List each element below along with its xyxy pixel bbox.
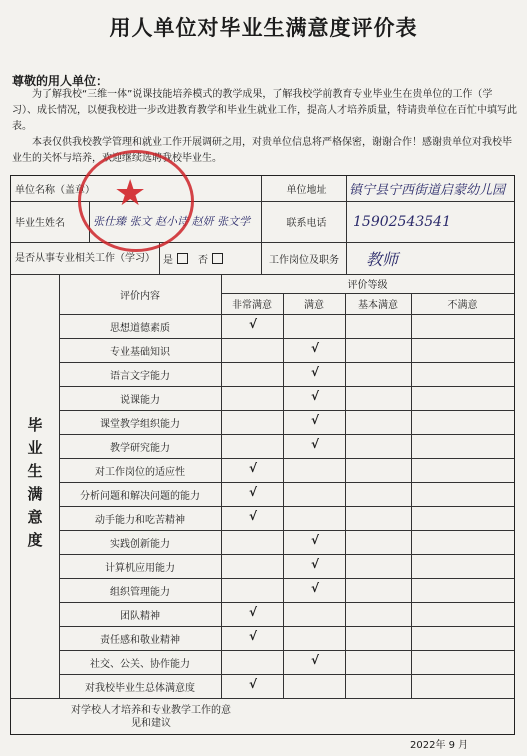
evaluation-item-label: 思想道德素质: [110, 322, 170, 334]
confidentiality-paragraph: [12, 135, 517, 167]
evaluation-item-label: 课堂教学组织能力: [100, 418, 180, 430]
job-field[interactable]: 教师: [366, 249, 399, 269]
phone-label: 联系电话: [286, 218, 327, 229]
job-label: 工作岗位及职务: [269, 254, 339, 266]
yes-checkbox[interactable]: [177, 253, 188, 264]
check-mark[interactable]: √: [249, 461, 258, 475]
evaluation-item-label: 责任感和敬业精神: [100, 634, 180, 646]
check-mark[interactable]: √: [249, 317, 258, 331]
graduate-name-label: 毕业生姓名: [15, 218, 65, 229]
intro-paragraph: [12, 87, 517, 135]
evaluation-form: [10, 175, 515, 735]
check-mark[interactable]: √: [311, 437, 320, 451]
intro-text: 为了解我校“三维一体”说课技能培养模式的教学成果，了解我校学前教育专业毕业生在贵单位的工作（学习）、成长情况，以便我校进一步改进教育教学和毕业生就业工作，提高人才培养质量，特请贵单位在百忙中填写此表。: [12, 89, 517, 132]
level-very-satisfied: 非常满意: [232, 300, 272, 311]
grade-header: 评价等级: [347, 280, 388, 291]
check-mark[interactable]: √: [249, 605, 258, 619]
check-mark[interactable]: √: [249, 629, 258, 643]
evaluation-item-label: 教学研究能力: [110, 442, 170, 454]
check-mark[interactable]: √: [311, 413, 320, 427]
evaluation-item-label: 语言文字能力: [110, 370, 170, 382]
evaluation-item-label: 对工作岗位的适应性: [95, 466, 185, 478]
evaluation-item-label: 计算机应用能力: [105, 562, 175, 574]
related-work-label: 是否从事专业相关工作（学习）: [15, 252, 155, 264]
level-satisfied: 满意: [304, 300, 324, 311]
satisfaction-side-label: 毕业生满意度: [25, 417, 44, 555]
evaluation-item-label: 动手能力和吃苦精神: [95, 514, 185, 526]
level-not-satisfied: 不满意: [447, 300, 478, 311]
check-mark[interactable]: √: [249, 485, 258, 499]
evaluation-item-label: 实践创新能力: [110, 538, 170, 550]
check-mark[interactable]: √: [311, 533, 320, 547]
unit-address-label: 单位地址: [286, 185, 327, 196]
evaluation-item-label: 分析问题和解决问题的能力: [80, 490, 200, 502]
graduate-names-field[interactable]: 张仕臻 张文 赵小诗 赵妍 张文学: [93, 214, 250, 228]
date-text: 2022年 9 月: [410, 740, 469, 751]
check-mark[interactable]: √: [311, 653, 320, 667]
content-header: 评价内容: [120, 290, 160, 302]
unit-address-field[interactable]: 镇宁县宁西街道启蒙幼儿园: [349, 182, 506, 198]
level-basically-satisfied: 基本满意: [358, 300, 398, 311]
suggestion-field[interactable]: [231, 699, 511, 735]
evaluation-item-label: 说课能力: [120, 394, 160, 406]
evaluation-item-label: 对我校毕业生总体满意度: [85, 682, 195, 694]
evaluation-item-label: 团队精神: [120, 610, 160, 622]
check-mark[interactable]: √: [249, 509, 258, 523]
check-mark[interactable]: √: [311, 557, 320, 571]
yes-label: 是: [163, 254, 173, 266]
unit-name-label: 单位名称（盖章）: [15, 185, 95, 196]
check-mark[interactable]: √: [311, 341, 320, 355]
suggestion-label: 对学校人才培养和专业教学工作的意见和建议: [71, 705, 231, 729]
phone-field[interactable]: 15902543541: [353, 213, 451, 230]
evaluation-item-label: 社交、公关、协作能力: [90, 658, 190, 670]
check-mark[interactable]: √: [311, 389, 320, 403]
related-work-options: [163, 242, 259, 274]
check-mark[interactable]: √: [249, 677, 258, 691]
no-label: 否: [198, 254, 208, 266]
greeting: 尊敬的用人单位：: [12, 74, 109, 88]
check-mark[interactable]: √: [311, 581, 320, 595]
page-title: 用人单位对毕业生满意度评价表: [109, 16, 418, 40]
seal-star-icon: ★: [114, 173, 147, 214]
evaluation-item-label: 组织管理能力: [110, 586, 170, 598]
confidentiality-text: 本表仅供我校教学管理和就业工作开展调研之用，对贵单位信息将严格保密，谢谢合作！感谢贵单位对我校毕业生的关怀与培养，欢迎继续选聘我校毕业生。: [12, 137, 512, 164]
no-checkbox[interactable]: [212, 253, 223, 264]
check-mark[interactable]: √: [311, 365, 320, 379]
evaluation-item-label: 专业基础知识: [110, 346, 170, 358]
